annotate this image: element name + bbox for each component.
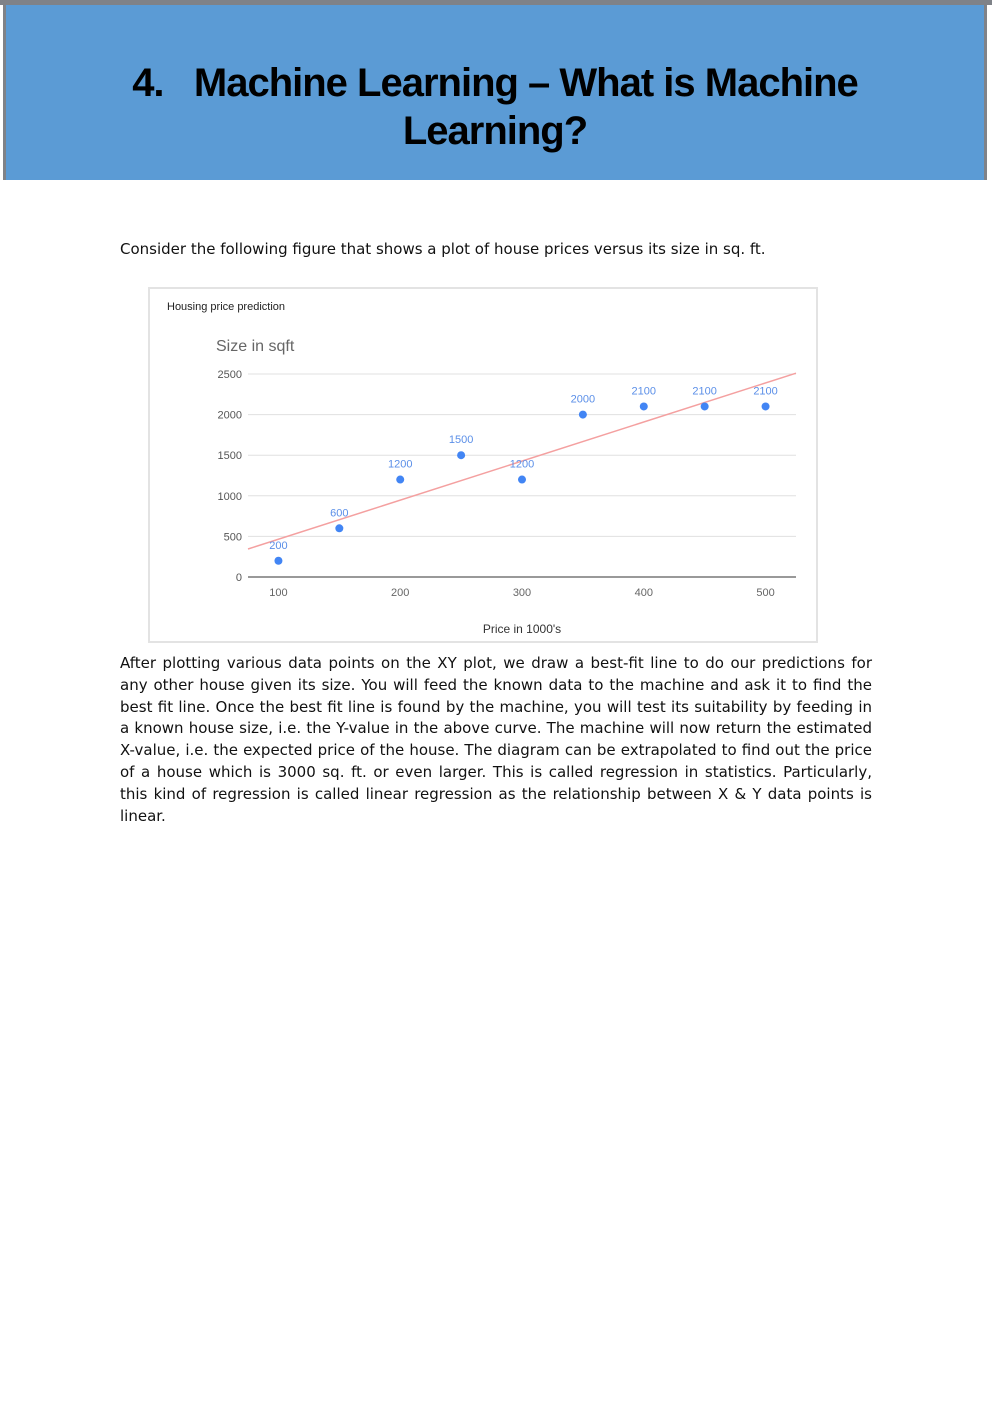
body-paragraph: After plotting various data points on the XY plot, we draw a best-fit line to do our predictions for any other house given its size. You will feed the known data to the machine and ask it to find the best fit line. Once the best fit line is found by the machine, you will test its suitability by feeding in a known house size, i.e. the Y-value in the above curve. The machine will now return the estimated X-value, i.e. the expected price of the house. The diagram can be extrapolated to find out the price of a house which is 3000 sq. ft. or even larger. This is called regression in statistics. Particularly, this kind of regression is called linear regression as the relationship between X & Y data points is linear. — [120, 654, 872, 825]
data-label: 200 — [269, 539, 288, 552]
chart-svg — [150, 289, 820, 645]
x-tick-label: 500 — [756, 587, 775, 599]
x-tick-label: 100 — [269, 587, 288, 599]
y-tick-label: 0 — [235, 572, 242, 584]
data-point — [274, 557, 282, 565]
x-tick-label: 200 — [391, 587, 410, 599]
data-label: 2000 — [570, 393, 596, 406]
chart-title: Housing price prediction — [167, 301, 286, 313]
data-label: 600 — [330, 507, 349, 520]
data-point — [701, 402, 709, 410]
data-label: 2100 — [692, 385, 717, 398]
y-tick-label: 1500 — [217, 450, 242, 463]
data-label: 1200 — [387, 458, 413, 471]
data-point — [762, 402, 770, 410]
data-label: 2100 — [753, 385, 778, 398]
y-axis-title: Size in sqft — [216, 338, 295, 355]
data-label: 2100 — [631, 385, 657, 398]
data-point — [640, 402, 648, 410]
y-tick-label: 500 — [223, 531, 242, 544]
data-point — [457, 451, 465, 459]
intro-paragraph: Consider the following figure that shows a plot of house prices versus its size in sq. ft. — [120, 240, 766, 258]
title-line-2: Learning? — [402, 109, 588, 153]
data-label: 1500 — [448, 434, 474, 447]
data-point — [335, 524, 343, 532]
x-axis-title: Price in 1000's — [482, 622, 562, 636]
section-header — [3, 5, 987, 180]
x-tick-label: 300 — [512, 587, 532, 599]
y-tick-label: 1000 — [217, 490, 242, 503]
y-tick-label: 2500 — [217, 369, 242, 381]
housing-chart — [148, 287, 818, 643]
data-point — [396, 476, 404, 484]
title-line-1: 4. Machine Learning – What is Machine — [132, 61, 858, 105]
x-tick-label: 400 — [634, 587, 653, 599]
data-point — [579, 411, 587, 419]
data-point — [518, 476, 526, 484]
y-tick-label: 2000 — [217, 409, 242, 422]
page-title — [6, 59, 984, 155]
data-label: 1200 — [509, 458, 535, 471]
